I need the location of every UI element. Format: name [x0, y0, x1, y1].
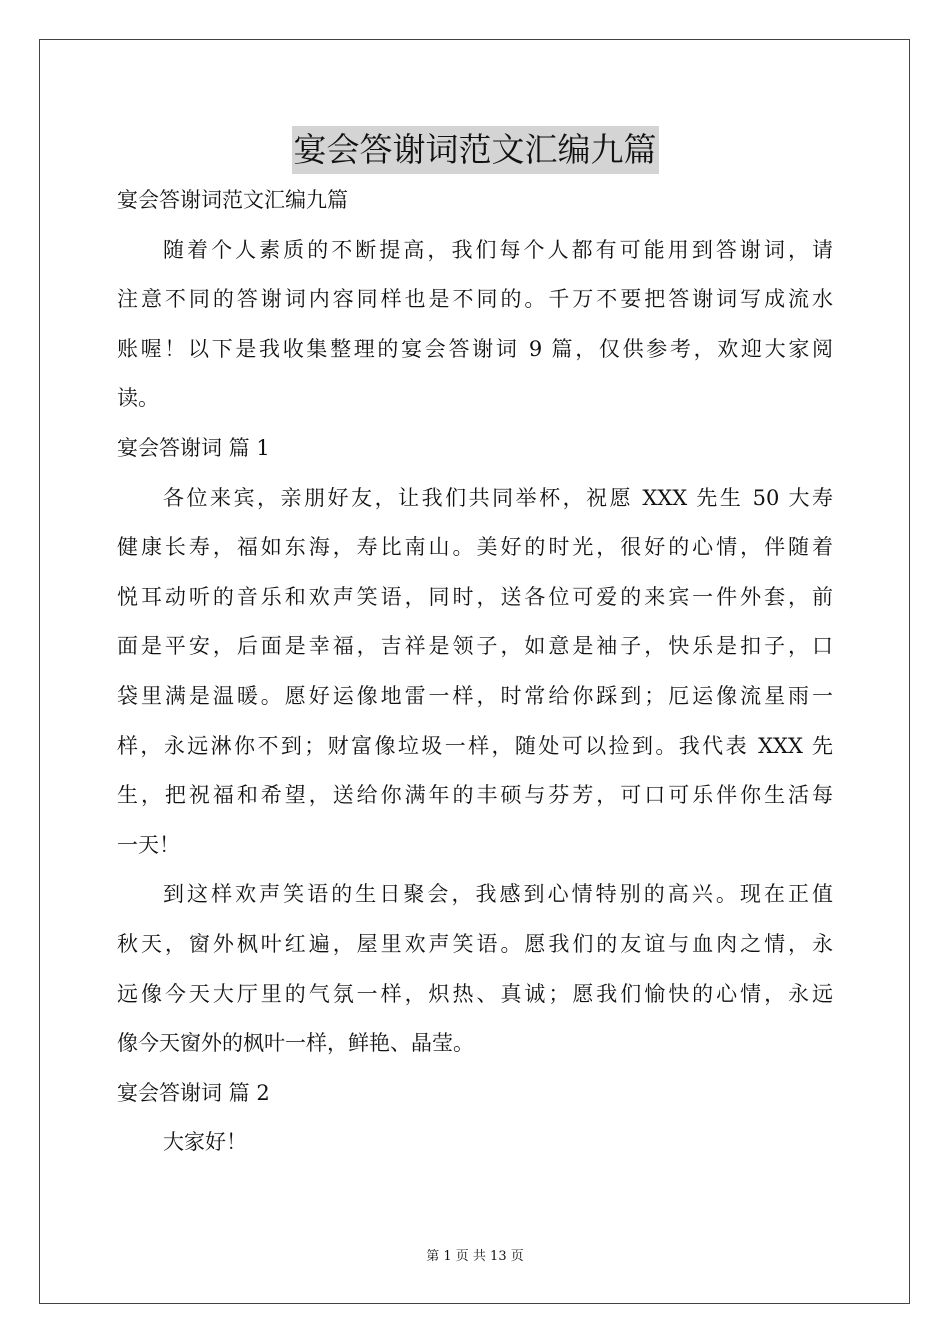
section1-para1-line: 一天！: [117, 832, 180, 857]
section-heading-2: 宴会答谢词 篇 2: [117, 1080, 270, 1105]
section1-para1-line: 面是平安，后面是幸福，吉祥是领子，如意是袖子，快乐是扣子，口: [117, 634, 833, 659]
section1-para1-line: 样，永远淋你不到；财富像垃圾一样，随处可以捡到。我代表 XXX 先: [117, 733, 833, 758]
section1-para1-line: 各位来宾，亲朋好友，让我们共同举杯，祝愿 XXX 先生 50 大寿: [163, 485, 833, 510]
section1-para1-line: 悦耳动听的音乐和欢声笑语，同时，送各位可爱的来宾一件外套，前: [117, 584, 833, 609]
title-area: [0, 126, 950, 174]
page-footer: 第 1 页 共 13 页: [426, 1249, 524, 1264]
intro-line: 注意不同的答谢词内容同样也是不同的。千万不要把答谢词写成流水: [117, 287, 833, 312]
section1-para1-line: 健康长寿，福如东海，寿比南山。美好的时光，很好的心情，伴随着: [117, 535, 833, 560]
document-body: [117, 176, 833, 1168]
document-title: 宴会答谢词范文汇编九篇: [292, 126, 659, 174]
document-subtitle: 宴会答谢词范文汇编九篇: [117, 188, 348, 212]
section1-para2-line: 到这样欢声笑语的生日聚会，我感到心情特别的高兴。现在正值: [163, 882, 833, 907]
section2-para1-line: 大家好！: [163, 1130, 247, 1155]
section1-para1-line: 生，把祝福和希望，送给你满年的丰硕与芬芳，可口可乐伴你生活每: [117, 783, 833, 808]
section-heading-1: 宴会答谢词 篇 1: [117, 435, 270, 460]
section1-para2-line: 像今天窗外的枫叶一样，鲜艳、晶莹。: [117, 1031, 474, 1056]
section1-para2-line: 远像今天大厅里的气氛一样，炽热、真诚；愿我们愉快的心情，永远: [117, 981, 833, 1006]
section1-para2-line: 秋天，窗外枫叶红遍，屋里欢声笑语。愿我们的友谊与血肉之情，永: [117, 931, 833, 956]
section1-para1-line: 袋里满是温暖。愿好运像地雷一样，时常给你踩到；厄运像流星雨一: [117, 683, 833, 708]
intro-line: 随着个人素质的不断提高，我们每个人都有可能用到答谢词，请: [163, 237, 833, 262]
intro-line: 读。: [117, 386, 159, 411]
intro-line: 账喔！以下是我收集整理的宴会答谢词 9 篇，仅供参考，欢迎大家阅: [117, 336, 833, 361]
